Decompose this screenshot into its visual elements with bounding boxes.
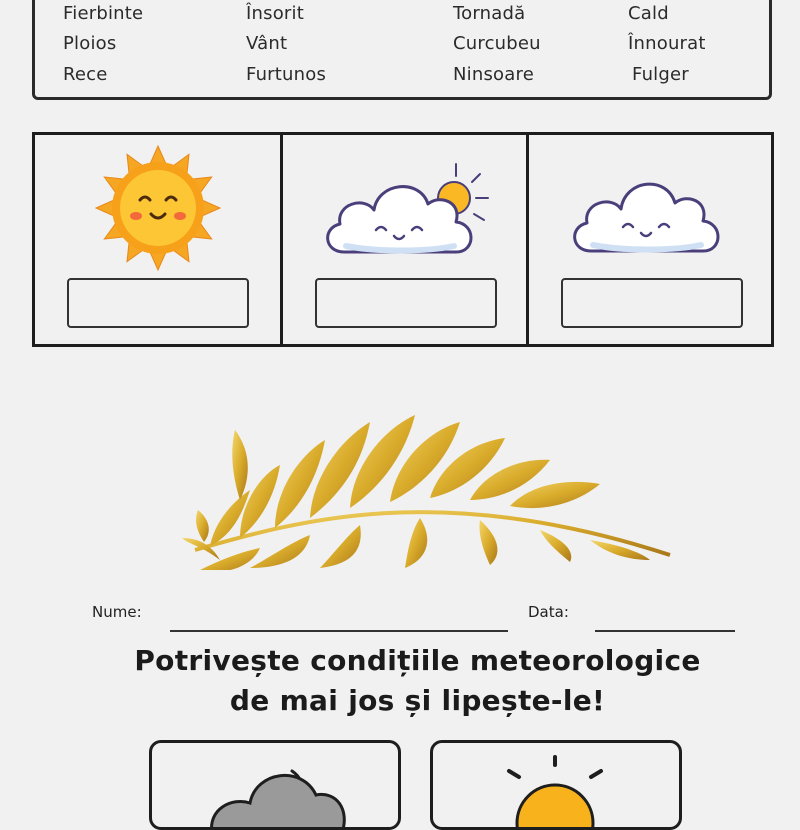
weather-card-cloud — [526, 135, 774, 347]
answer-box[interactable] — [67, 278, 249, 328]
word-item: Ploios — [63, 33, 117, 54]
answer-box[interactable] — [315, 278, 497, 328]
name-label: Nume: — [92, 603, 142, 621]
weather-card-cloud-sun — [280, 135, 529, 347]
word-item: Înnourat — [628, 33, 706, 54]
weather-table — [32, 132, 774, 347]
word-item: Furtunos — [246, 64, 327, 85]
name-line[interactable] — [170, 630, 508, 632]
answer-box[interactable] — [561, 278, 743, 328]
word-item: Însorit — [246, 3, 304, 24]
word-item: Tornadă — [453, 3, 526, 24]
golden-leaf-branch-icon — [180, 370, 680, 570]
bottom-card-sun — [430, 740, 682, 830]
worksheet-title-line1: Potrivește condițiile meteorologice — [134, 644, 701, 677]
sun-icon — [433, 743, 682, 830]
cloud-with-sun-icon — [316, 160, 496, 270]
storm-cloud-icon — [152, 743, 401, 830]
smiling-cloud-icon — [567, 163, 737, 263]
word-item: Fierbinte — [63, 3, 144, 24]
word-item: Curcubeu — [453, 33, 541, 54]
word-item: Cald — [628, 3, 669, 24]
date-line[interactable] — [595, 630, 735, 632]
word-item: Ninsoare — [453, 64, 534, 85]
word-item: Rece — [63, 64, 108, 85]
worksheet-title-line2: de mai jos și lipește-le! — [229, 684, 606, 717]
smiling-sun-icon — [88, 143, 228, 273]
date-label: Data: — [528, 603, 569, 621]
word-item: Fulger — [632, 64, 689, 85]
weather-card-sun — [35, 135, 280, 347]
bottom-card-storm — [149, 740, 401, 830]
word-item: Vânt — [246, 33, 288, 54]
